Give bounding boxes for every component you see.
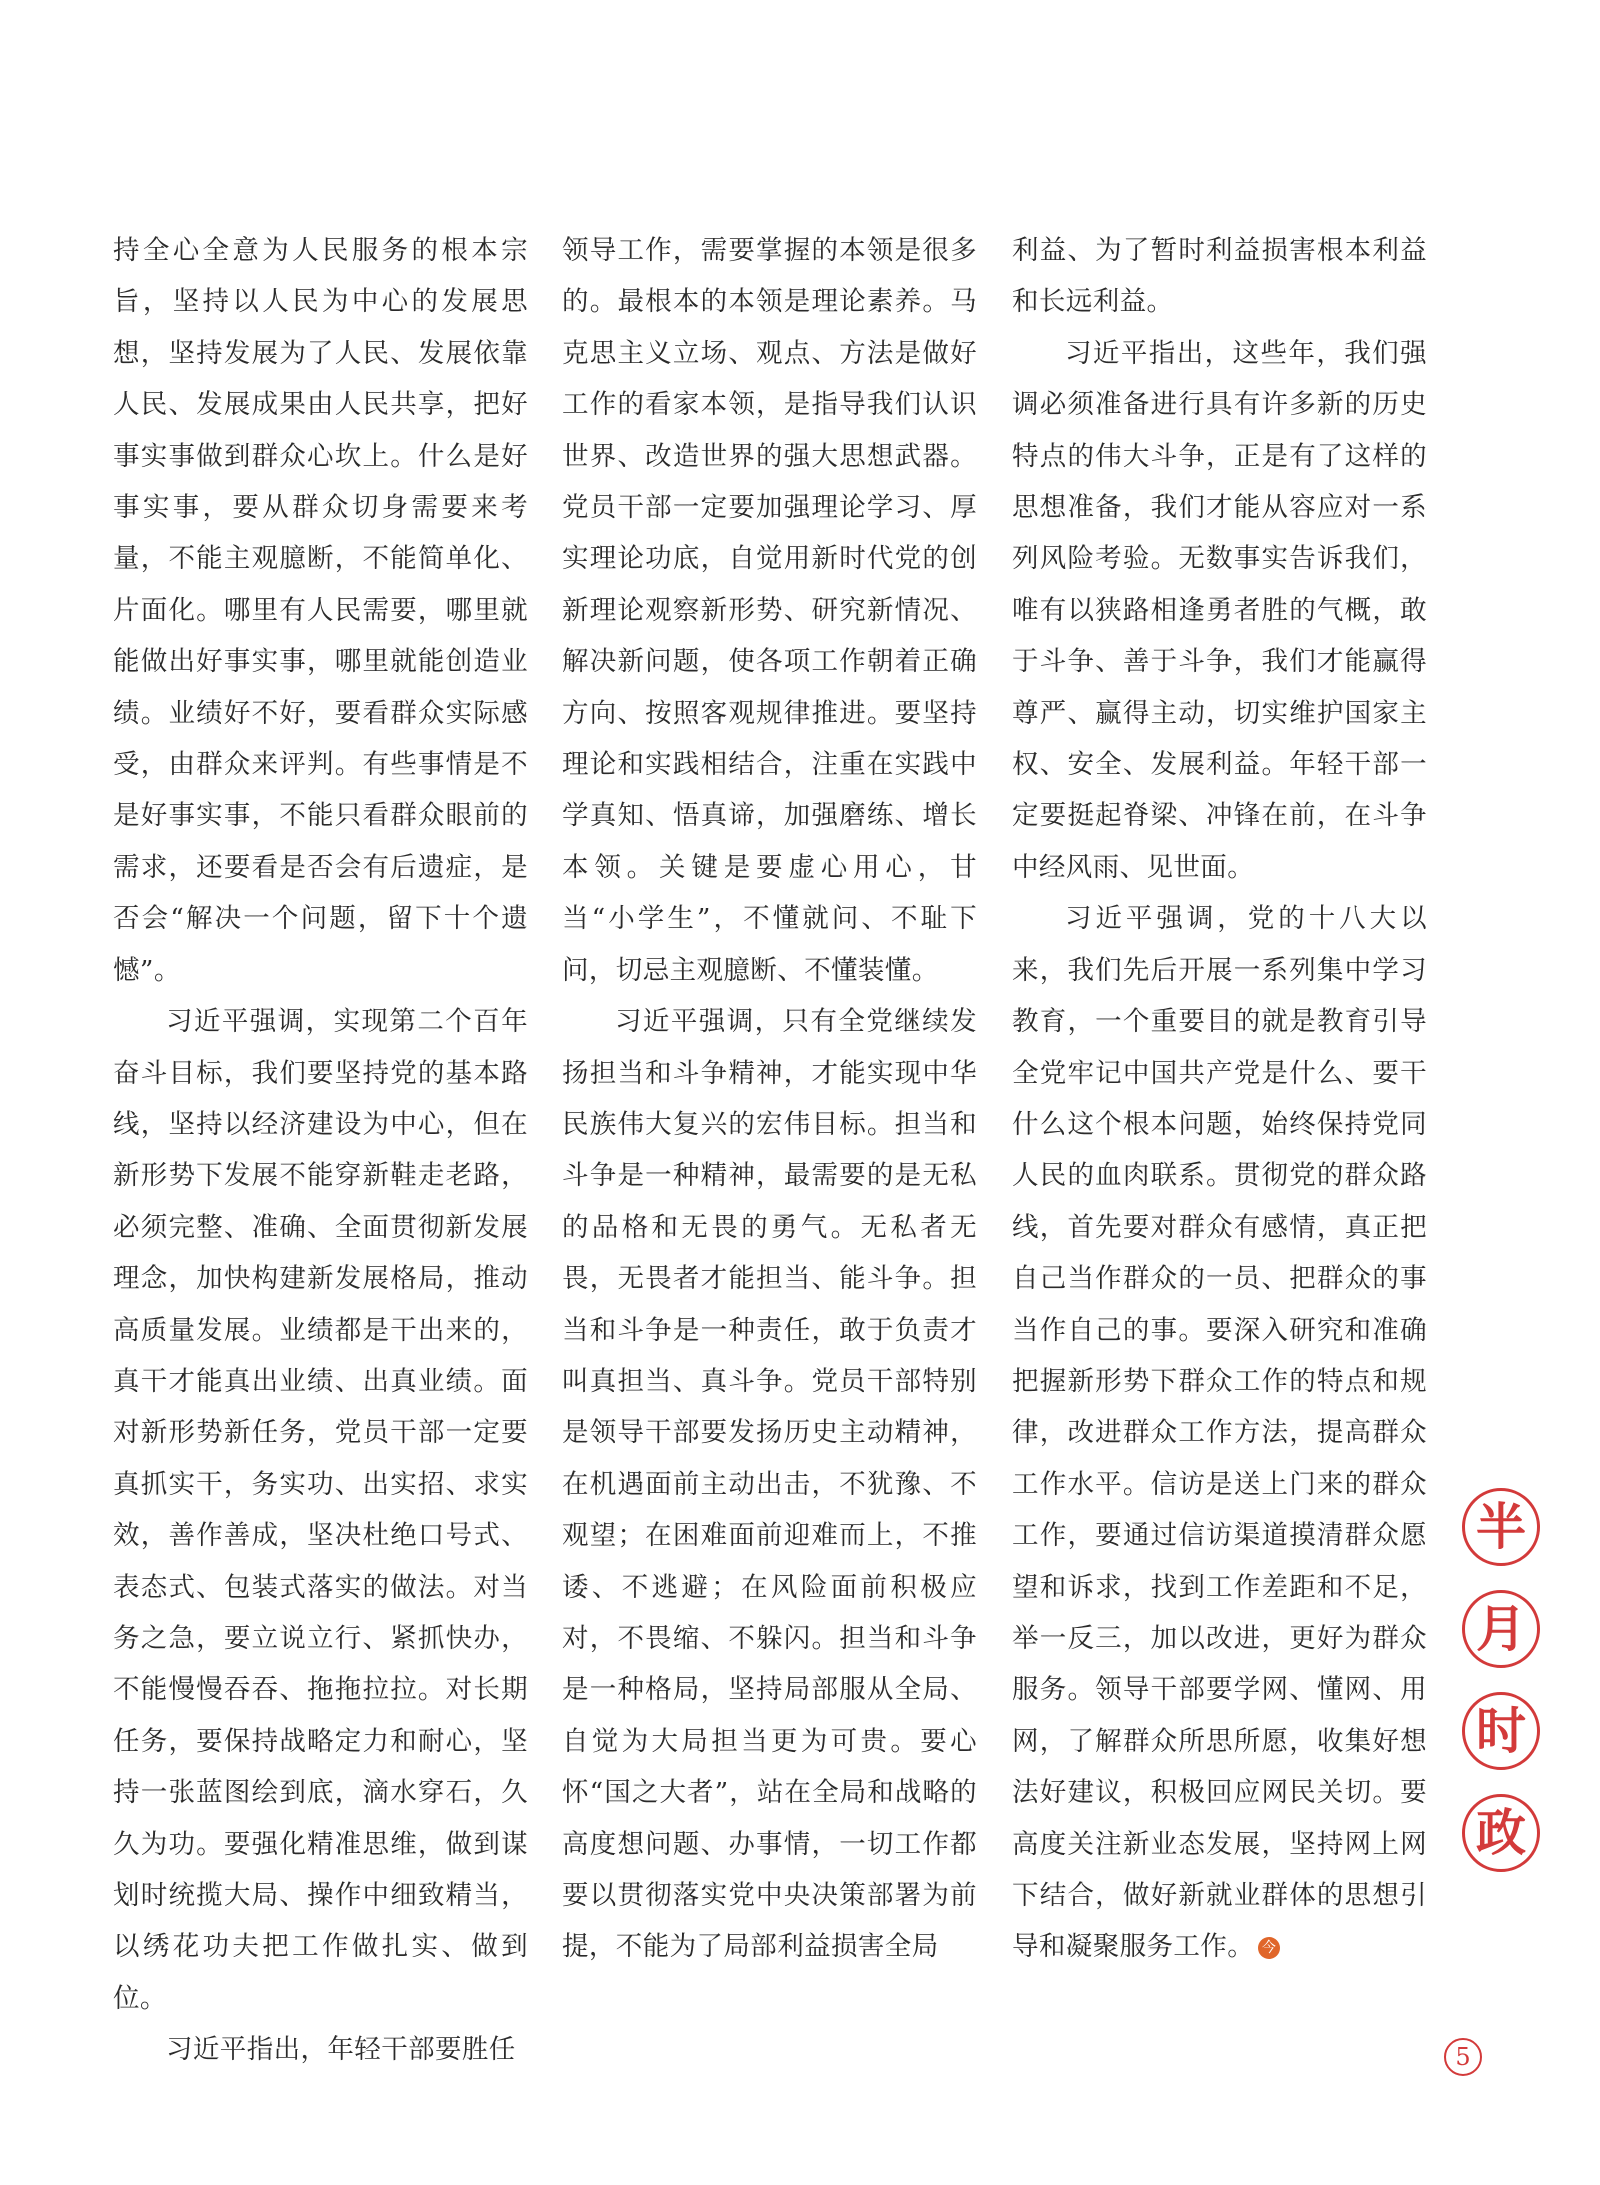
paragraph: 习近平强调，实现第二个百年奋斗目标，我们要坚持党的基本路线，坚持以经济建设为中心，但在新形势下发展不能穿新鞋走老路，必须完整、准确、全面贯彻新发展理念，加快构建新发展格局，推动高质量发展。业绩都是干出来的，真干才能真出业绩、出真业绩。面对新形势新任务，党员干部一定要真抓实干，务实功、出实招、求实效，善作善成，坚决杜绝口号式、表态式、包装式落实的做法。对当务之急，要立说立行、紧抓快办，不能慢慢吞吞、拖拖拉拉。对长期任务，要保持战略定力和耐心，坚持一张蓝图绘到底，滴水穿石，久久为功。要强化精准思维，做到谋划时统揽大局、操作中细致精当，以绣花功夫把工作做扎实、做到位。 xyxy=(113,1006,528,2014)
article-column-3 xyxy=(1012,225,1427,1973)
section-title-char: 时 xyxy=(1462,1692,1540,1770)
paragraph: 领导工作，需要掌握的本领是很多的。最根本的本领是理论素养。马克思主义立场、观点、方法是做好工作的看家本领，是指导我们认识世界、改造世界的强大思想武器。党员干部一定要加强理论学习、厚实理论功底，自觉用新时代党的创新理论观察新形势、研究新情况、解决新问题，使各项工作朝着正确方向、按照客观规律推进。要坚持理论和实践相结合，注重在实践中学真知、悟真谛，加强磨练、增长本领。关键是要虚心用心，甘当“小学生”，不懂就问、不耻下问，切忌主观臆断、不懂装懂。 xyxy=(562,235,977,986)
section-title-vertical xyxy=(1462,1488,1542,1896)
section-title-char: 半 xyxy=(1462,1488,1540,1566)
section-title-char: 政 xyxy=(1462,1794,1540,1872)
paragraph: 习近平指出，这些年，我们强调必须准备进行具有许多新的历史特点的伟大斗争，正是有了这样的思想准备，我们才能从容应对一系列风险考验。无数事实告诉我们，唯有以狭路相逢勇者胜的气概，敢于斗争、善于斗争，我们才能赢得尊严、赢得主动，切实维护国家主权、安全、发展利益。年轻干部一定要挺起脊梁、冲锋在前，在斗争中经风雨、见世面。 xyxy=(1012,337,1427,883)
paragraph: 持全心全意为人民服务的根本宗旨，坚持以人民为中心的发展思想，坚持发展为了人民、发展依靠人民、发展成果由人民共享，把好事实事做到群众心坎上。什么是好事实事，要从群众切身需要来考量，不能主观臆断，不能简单化、片面化。哪里有人民需要，哪里就能做出好事实事，哪里就能创造业绩。业绩好不好，要看群众实际感受，由群众来评判。有些事情是不是好事实事，不能只看群众眼前的需求，还要看是否会有后遗症，是否会“解决一个问题，留下十个遗憾”。 xyxy=(113,235,528,986)
paragraph-last xyxy=(1012,893,1427,1973)
article-column-2 xyxy=(562,225,977,1973)
article-end-mark-icon: 今 xyxy=(1258,1937,1280,1959)
paragraph-text: 习近平强调，党的十八大以来，我们先后开展一系列集中学习教育，一个重要目的就是教育引导全党牢记中国共产党是什么、要干什么这个根本问题，始终保持党同人民的血肉联系。贯彻党的群众路线，首先要对群众有感情，真正把自己当作群众的一员、把群众的事当作自己的事。要深入研究和准确把握新形势下群众工作的特点和规律，改进群众工作方法，提高群众工作水平。信访是送上门来的群众工作，要通过信访渠道摸清群众愿望和诉求，找到工作差距和不足，举一反三，加以改进，更好为群众服务。领导干部要学网、懂网、用网，了解群众所思所愿，收集好想法好建议，积极回应网民关切。要高度关注新业态发展，坚持网上网下结合，做好新就业群体的思想引导和凝聚服务工作。 xyxy=(1012,903,1427,1963)
section-title-char: 月 xyxy=(1462,1590,1540,1668)
article-column-1 xyxy=(113,225,528,2076)
page-number: 5 xyxy=(1444,2038,1482,2076)
paragraph: 习近平指出，年轻干部要胜任 xyxy=(166,2034,516,2066)
paragraph: 利益、为了暂时利益损害根本利益和长远利益。 xyxy=(1012,235,1427,318)
paragraph: 习近平强调，只有全党继续发扬担当和斗争精神，才能实现中华民族伟大复兴的宏伟目标。担当和斗争是一种精神，最需要的是无私的品格和无畏的勇气。无私者无畏，无畏者才能担当、能斗争。担当和斗争是一种责任，敢于负责才叫真担当、真斗争。党员干部特别是领导干部要发扬历史主动精神，在机遇面前主动出击，不犹豫、不观望；在困难面前迎难而上，不推诿、不逃避；在风险面前积极应对，不畏缩、不躲闪。担当和斗争是一种格局，坚持局部服从全局、自觉为大局担当更为可贵。要心怀“国之大者”，站在全局和战略的高度想问题、办事情，一切工作都要以贯彻落实党中央决策部署为前提，不能为了局部利益损害全局 xyxy=(562,1006,977,1963)
